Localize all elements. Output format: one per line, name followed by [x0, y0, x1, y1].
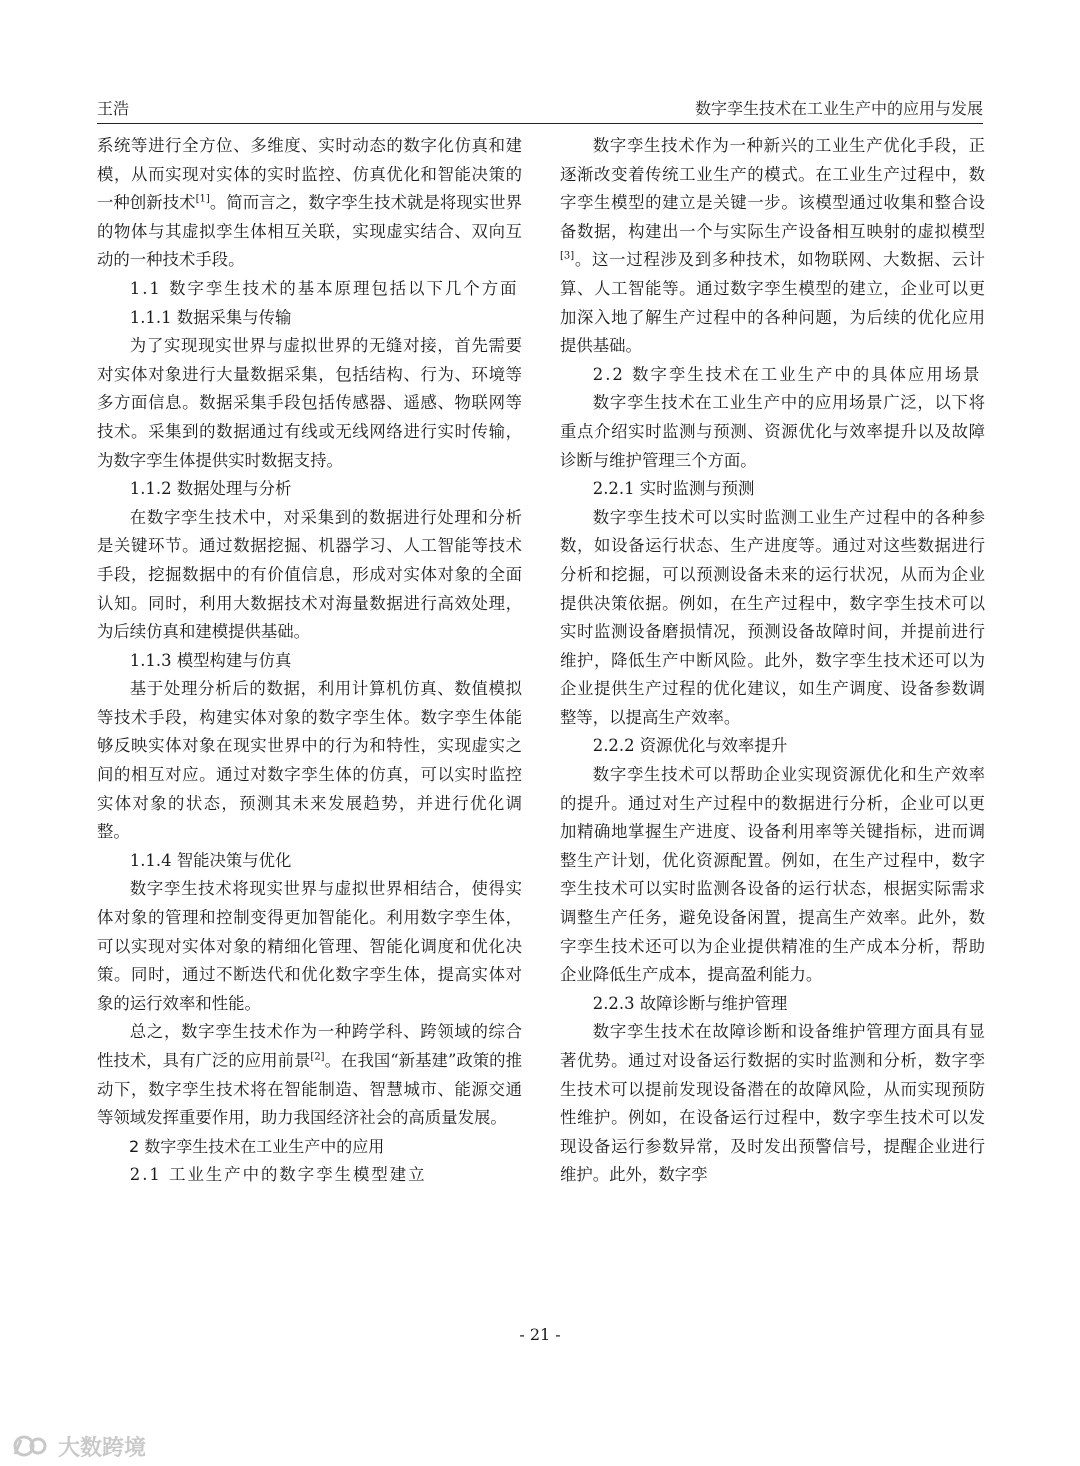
paragraph: 系统等进行全方位、多维度、实时动态的数字化仿真和建模，从而实现对实体的实时监控、仿真优化和智能决策的一种创新技术[1]。简而言之，数字孪生技术就是将现实世界的物体与其虚拟孪生体相互关联，实现虚实结合、双向互动的一种技术手段。 — [97, 136, 523, 270]
watermark-logo-icon — [12, 1434, 52, 1458]
paragraph: 数字孪生技术可以帮助企业实现资源优化和生产效率的提升。通过对生产过程中的数据进行分析，企业可以更加精确地掌握生产进度、设备利用率等关键指标，进而调整生产计划，优化资源配置。例如，在生产过程中，数字孪生技术可以实时监测各设备的运行状态，根据实际需求调整生产任务，避免设备闲置，提高生产效率。此外，数字孪生技术还可以为企业提供精准的生产成本分析，帮助企业降低生产成本，提高盈利能力。 — [560, 765, 985, 985]
section-heading-1-1: 1.1 数字孪生技术的基本原理包括以下几个方面 — [129, 278, 519, 298]
section-heading-1-1-3: 1.1.3 模型构建与仿真 — [129, 650, 292, 670]
section-heading-1-1-1: 1.1.1 数据采集与传输 — [129, 307, 292, 327]
section-heading-2-2-1: 2.2.1 实时监测与预测 — [592, 479, 755, 499]
section-heading-1-1-2: 1.1.2 数据处理与分析 — [129, 479, 292, 499]
paragraph: 总之，数字孪生技术作为一种跨学科、跨领域的综合性技术，具有广泛的应用前景[2]。在我国“新基建”政策的推动下，数字孪生技术将在智能制造、智慧城市、能源交通等领域发挥重要作用，助力我国经济社会的高质量发展。 — [97, 1022, 522, 1128]
header-author: 王浩 — [97, 99, 130, 118]
paragraph: 在数字孪生技术中，对采集到的数据进行处理和分析是关键环节。通过数据挖掘、机器学习、人工智能等技术手段，挖掘数据中的有价值信息，形成对实体对象的全面认知。同时，利用大数据技术对海量数据进行高效处理，为后续仿真和建模提供基础。 — [97, 507, 522, 642]
paragraph: 基于处理分析后的数据，利用计算机仿真、数值模拟等技术手段，构建实体对象的数字孪生体。数字孪生体能够反映实体对象在现实世界中的行为和特性，实现虚实之间的相互对应。通过对数字孪生体的仿真，可以实时监控实体对象的状态，预测其未来发展趋势，并进行优化调整。 — [97, 679, 522, 842]
paragraph: 数字孪生技术将现实世界与虚拟世界相结合，使得实体对象的管理和控制变得更加智能化。利用数字孪生体，可以实现对实体对象的精细化管理、智能化调度和优化决策。同时，通过不断迭代和优化数字孪生体，提高实体对象的运行效率和性能。 — [97, 879, 522, 1013]
section-heading-2-2: 2.2 数字孪生技术在工业生产中的具体应用场景 — [592, 364, 982, 384]
paragraph: 数字孪生技术作为一种新兴的工业生产优化手段，正逐渐改变着传统工业生产的模式。在工业生产过程中，数字孪生模型的建立是关键一步。该模型通过收集和整合设备数据，构建出一个与实际生产设备相互映射的虚拟模型[3]。这一过程涉及到多种技术，如物联网、大数据、云计算、人工智能等。通过数字孪生模型的建立，企业可以更加深入地了解生产过程中的各种问题，为后续的优化应用提供基础。 — [560, 136, 985, 356]
citation-ref[interactable]: [3] — [560, 250, 575, 262]
page-number: - 21 - — [519, 1325, 561, 1344]
header-title: 数字孪生技术在工业生产中的应用与发展 — [694, 99, 983, 118]
section-heading-2: 2 数字孪生技术在工业生产中的应用 — [129, 1136, 385, 1156]
right-column — [560, 132, 985, 1190]
watermark-text: 大数跨境 — [58, 1435, 147, 1461]
paragraph: 数字孪生技术可以实时监测工业生产过程中的各种参数，如设备运行状态、生产进度等。通过对这些数据进行分析和挖掘，可以预测设备未来的运行状况，从而为企业提供决策依据。例如，在生产过程中，数字孪生技术可以实时监测设备磨损情况，预测设备故障时间，并提前进行维护，降低生产中断风险。此外，数字孪生技术还可以为企业提供生产过程的优化建议，如生产调度、设备参数调整等，以提高生产效率。 — [560, 507, 985, 727]
section-heading-2-1: 2.1 工业生产中的数字孪生模型建立 — [129, 1165, 427, 1185]
running-header — [97, 95, 983, 124]
citation-ref[interactable]: [1] — [195, 193, 210, 205]
section-heading-2-2-2: 2.2.2 资源优化与效率提升 — [592, 736, 788, 756]
section-heading-1-1-4: 1.1.4 智能决策与优化 — [129, 850, 292, 870]
citation-ref[interactable]: [2] — [310, 1051, 325, 1063]
paragraph: 数字孪生技术在故障诊断和设备维护管理方面具有显著优势。通过对设备运行数据的实时监测和分析，数字孪生技术可以提前发现设备潜在的故障风险，从而实现预防性维护。例如，在设备运行过程中，数字孪生技术可以发现设备运行参数异常，及时发出预警信号，提醒企业进行维护。此外，数字孪 — [560, 1022, 985, 1185]
paragraph: 为了实现现实世界与虚拟世界的无缝对接，首先需要对实体对象进行大量数据采集，包括结构、行为、环境等多方面信息。数据采集手段包括传感器、遥感、物联网等技术。采集到的数据通过有线或无线网络进行实时传输，为数字孪生体提供实时数据支持。 — [97, 336, 522, 470]
left-column — [97, 132, 522, 1190]
section-heading-2-2-3: 2.2.3 故障诊断与维护管理 — [592, 993, 788, 1013]
watermark — [12, 1432, 146, 1460]
paragraph: 数字孪生技术在工业生产中的应用场景广泛，以下将重点介绍实时监测与预测、资源优化与效率提升以及故障诊断与维护管理三个方面。 — [560, 393, 985, 470]
